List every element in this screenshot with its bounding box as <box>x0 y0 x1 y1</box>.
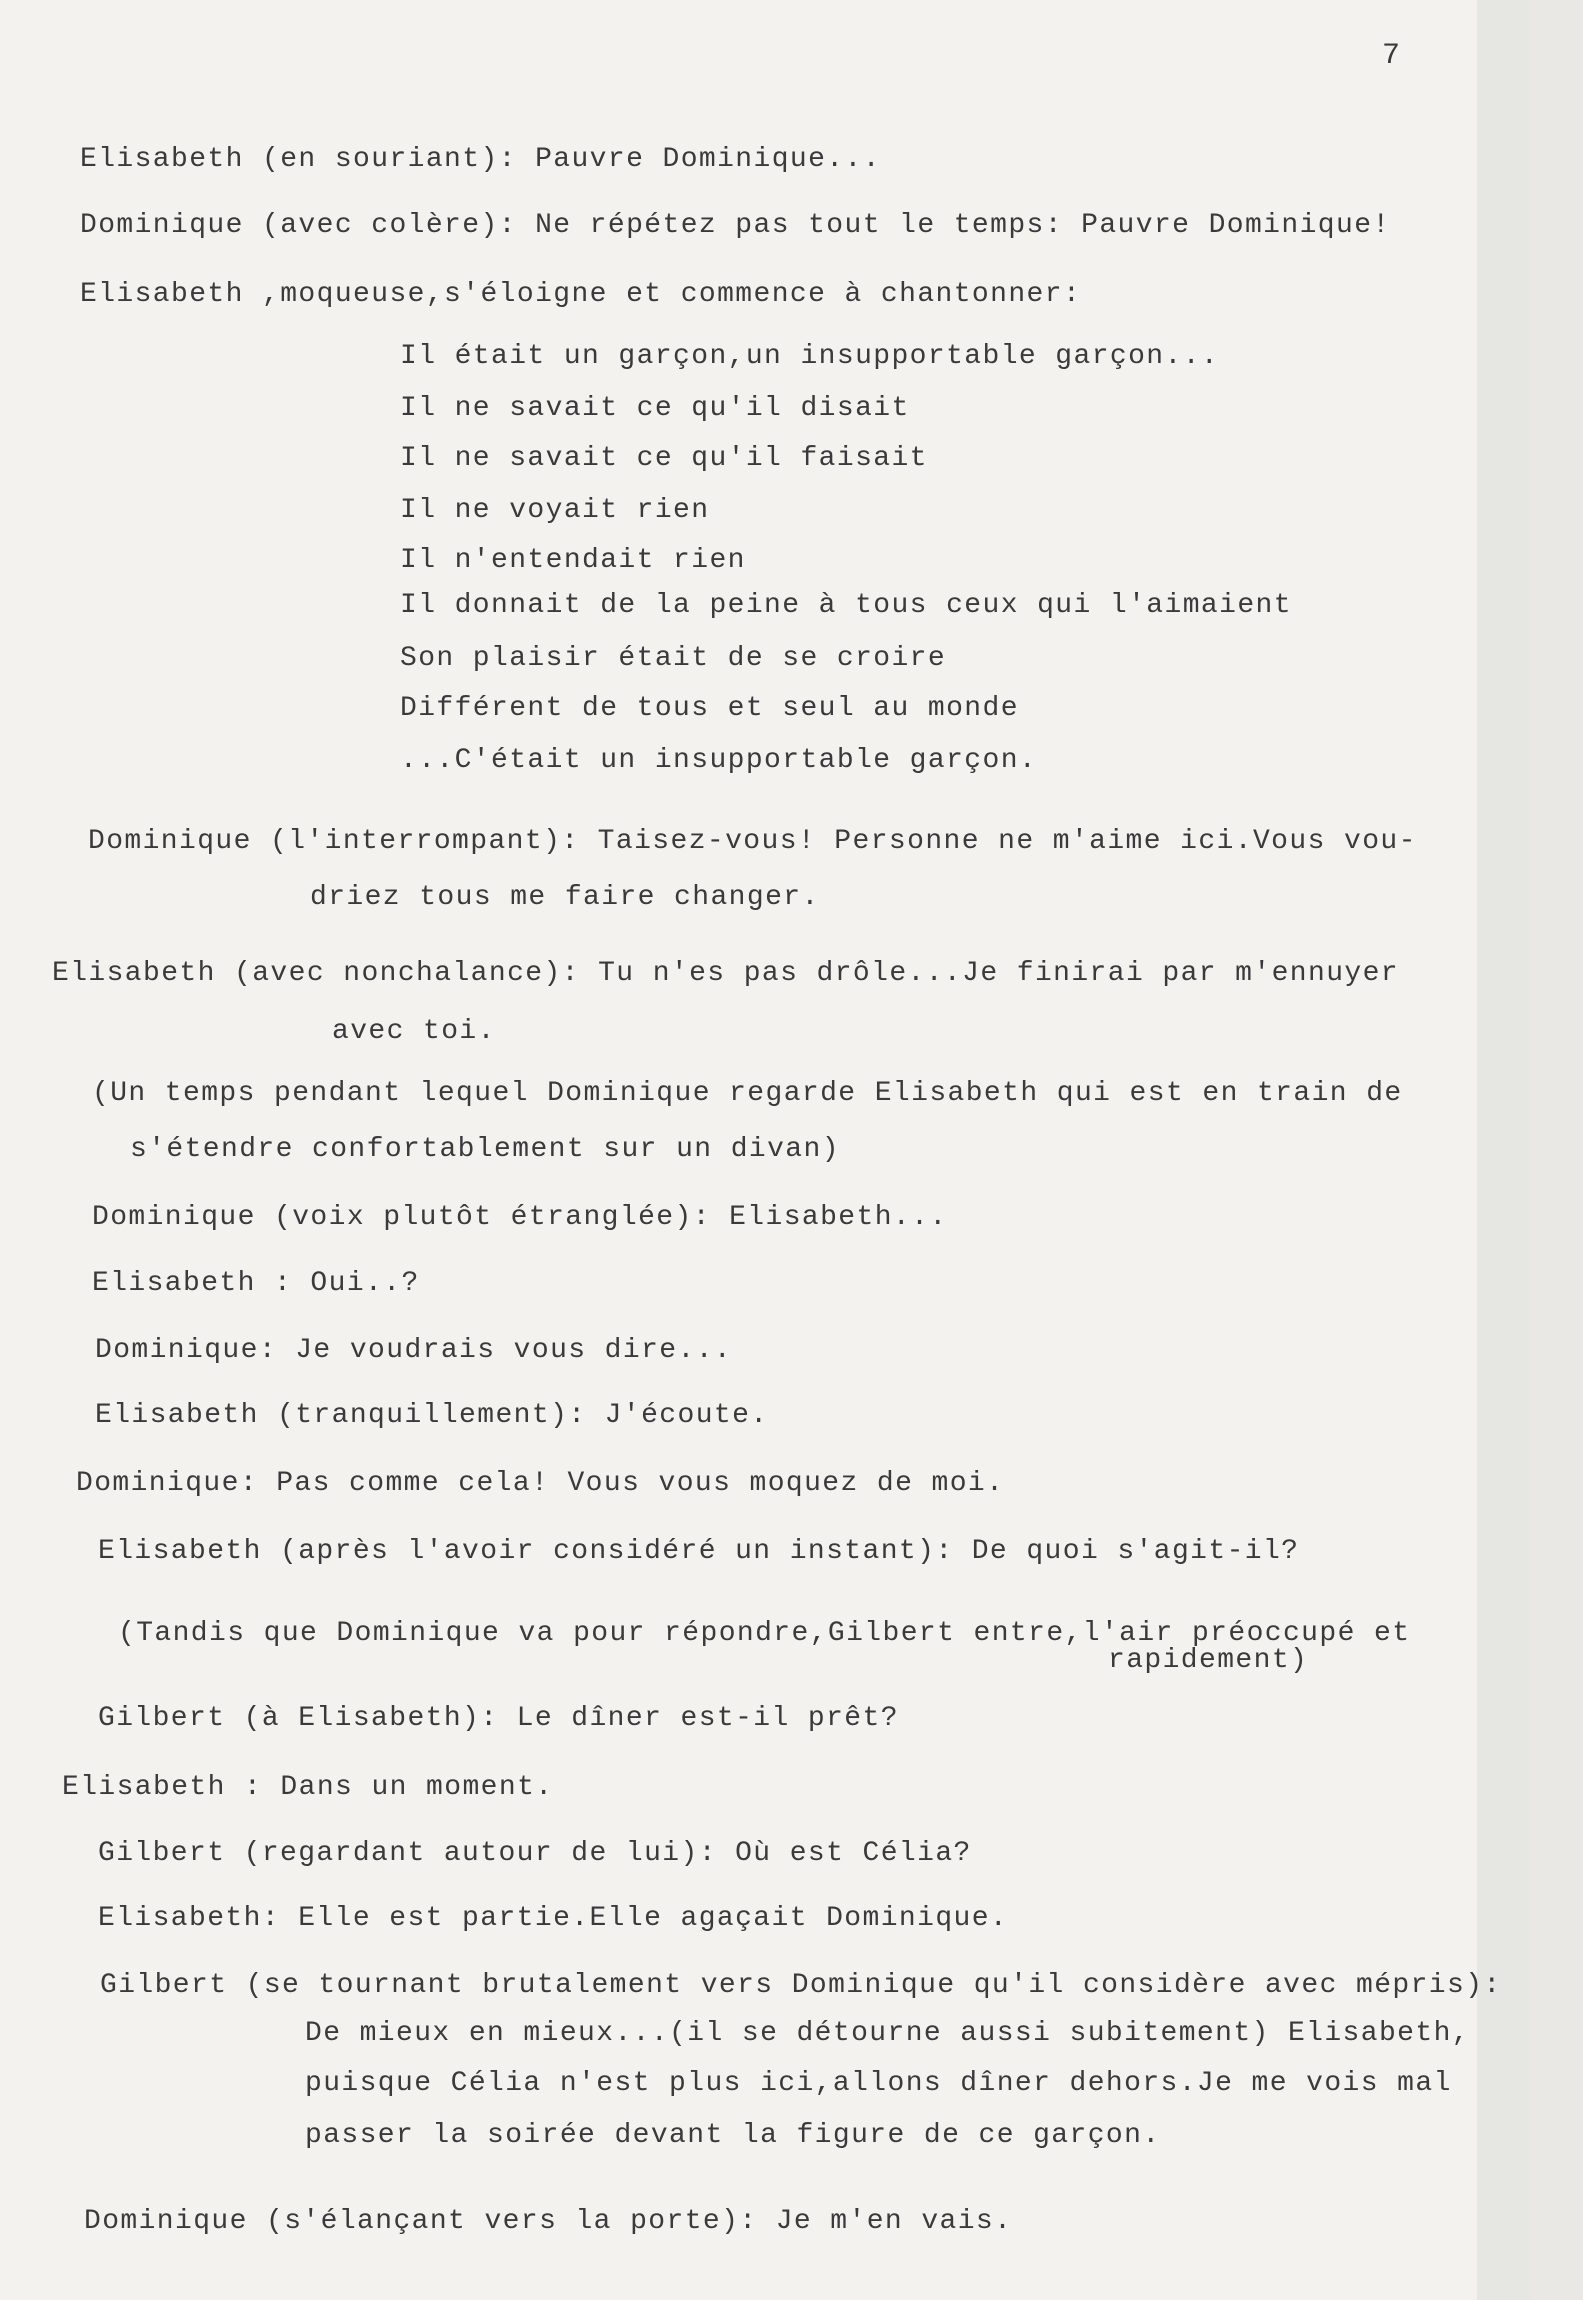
dialogue-line: Dominique (avec colère): Ne répétez pas tout le temps: Pauvre Dominique! <box>80 210 1391 241</box>
dialogue-line: Gilbert (se tournant brutalement vers Dominique qu'il considère avec mépris): <box>100 1970 1502 2001</box>
stage-direction: s'étendre confortablement sur un divan) <box>130 1134 840 1165</box>
dialogue-line: Dominique (voix plutôt étranglée): Elisabeth... <box>92 1202 948 1233</box>
dialogue-line: Elisabeth (avec nonchalance): Tu n'es pas drôle...Je finirai par m'ennuyer <box>52 958 1400 989</box>
song-line: Il ne savait ce qu'il faisait <box>400 443 928 474</box>
dialogue-line: Dominique (s'élançant vers la porte): Je m'en vais. <box>84 2206 1013 2237</box>
song-line: Il donnait de la peine à tous ceux qui l'aimaient <box>400 590 1292 621</box>
dialogue-line: Gilbert (regardant autour de lui): Où est Célia? <box>98 1838 972 1869</box>
song-line: Il n'entendait rien <box>400 545 746 576</box>
dialogue-line: Elisabeth (après l'avoir considéré un instant): De quoi s'agit-il? <box>98 1536 1300 1567</box>
dialogue-line: Dominique (l'interrompant): Taisez-vous! Personne ne m'aime ici.Vous vou- <box>88 826 1417 857</box>
song-line: ...C'était un insupportable garçon. <box>400 745 1038 776</box>
song-line: Il ne voyait rien <box>400 495 710 526</box>
dialogue-line: Elisabeth : Dans un moment. <box>62 1772 554 1803</box>
dialogue-continuation: passer la soirée devant la figure de ce garçon. <box>305 2120 1161 2151</box>
dialogue-line: Dominique: Pas comme cela! Vous vous moquez de moi. <box>76 1468 1005 1499</box>
page-number: 7 <box>1382 39 1402 73</box>
dialogue-line: Elisabeth (en souriant): Pauvre Dominique... <box>80 144 881 175</box>
dialogue-line: Elisabeth: Elle est partie.Elle agaçait Dominique. <box>98 1903 1009 1934</box>
song-line: Son plaisir était de se croire <box>400 643 947 674</box>
stage-direction: (Tandis que Dominique va pour répondre,Gilbert entre,l'air préoccupé et <box>118 1618 1411 1649</box>
page-edge <box>1477 0 1530 2300</box>
song-line: Il était un garçon,un insupportable garçon... <box>400 341 1220 372</box>
dialogue-continuation: avec toi. <box>332 1016 496 1047</box>
stage-direction: Elisabeth ,moqueuse,s'éloigne et commence à chantonner: <box>80 279 1082 310</box>
song-line: Il ne savait ce qu'il disait <box>400 393 910 424</box>
stage-direction: (Un temps pendant lequel Dominique regarde Elisabeth qui est en train de <box>92 1078 1403 1109</box>
dialogue-continuation: driez tous me faire changer. <box>310 882 820 913</box>
stage-direction: rapidement) <box>1108 1645 1309 1676</box>
song-line: Différent de tous et seul au monde <box>400 693 1019 724</box>
dialogue-line: Elisabeth (tranquillement): J'écoute. <box>95 1400 769 1431</box>
dialogue-line: Elisabeth : Oui..? <box>92 1268 420 1299</box>
dialogue-line: Dominique: Je voudrais vous dire... <box>95 1335 733 1366</box>
dialogue-continuation: puisque Célia n'est plus ici,allons dîner dehors.Je me vois mal <box>305 2068 1452 2099</box>
dialogue-continuation: De mieux en mieux...(il se détourne aussi subitement) Elisabeth, <box>305 2018 1470 2049</box>
dialogue-line: Gilbert (à Elisabeth): Le dîner est-il prêt? <box>98 1703 899 1734</box>
